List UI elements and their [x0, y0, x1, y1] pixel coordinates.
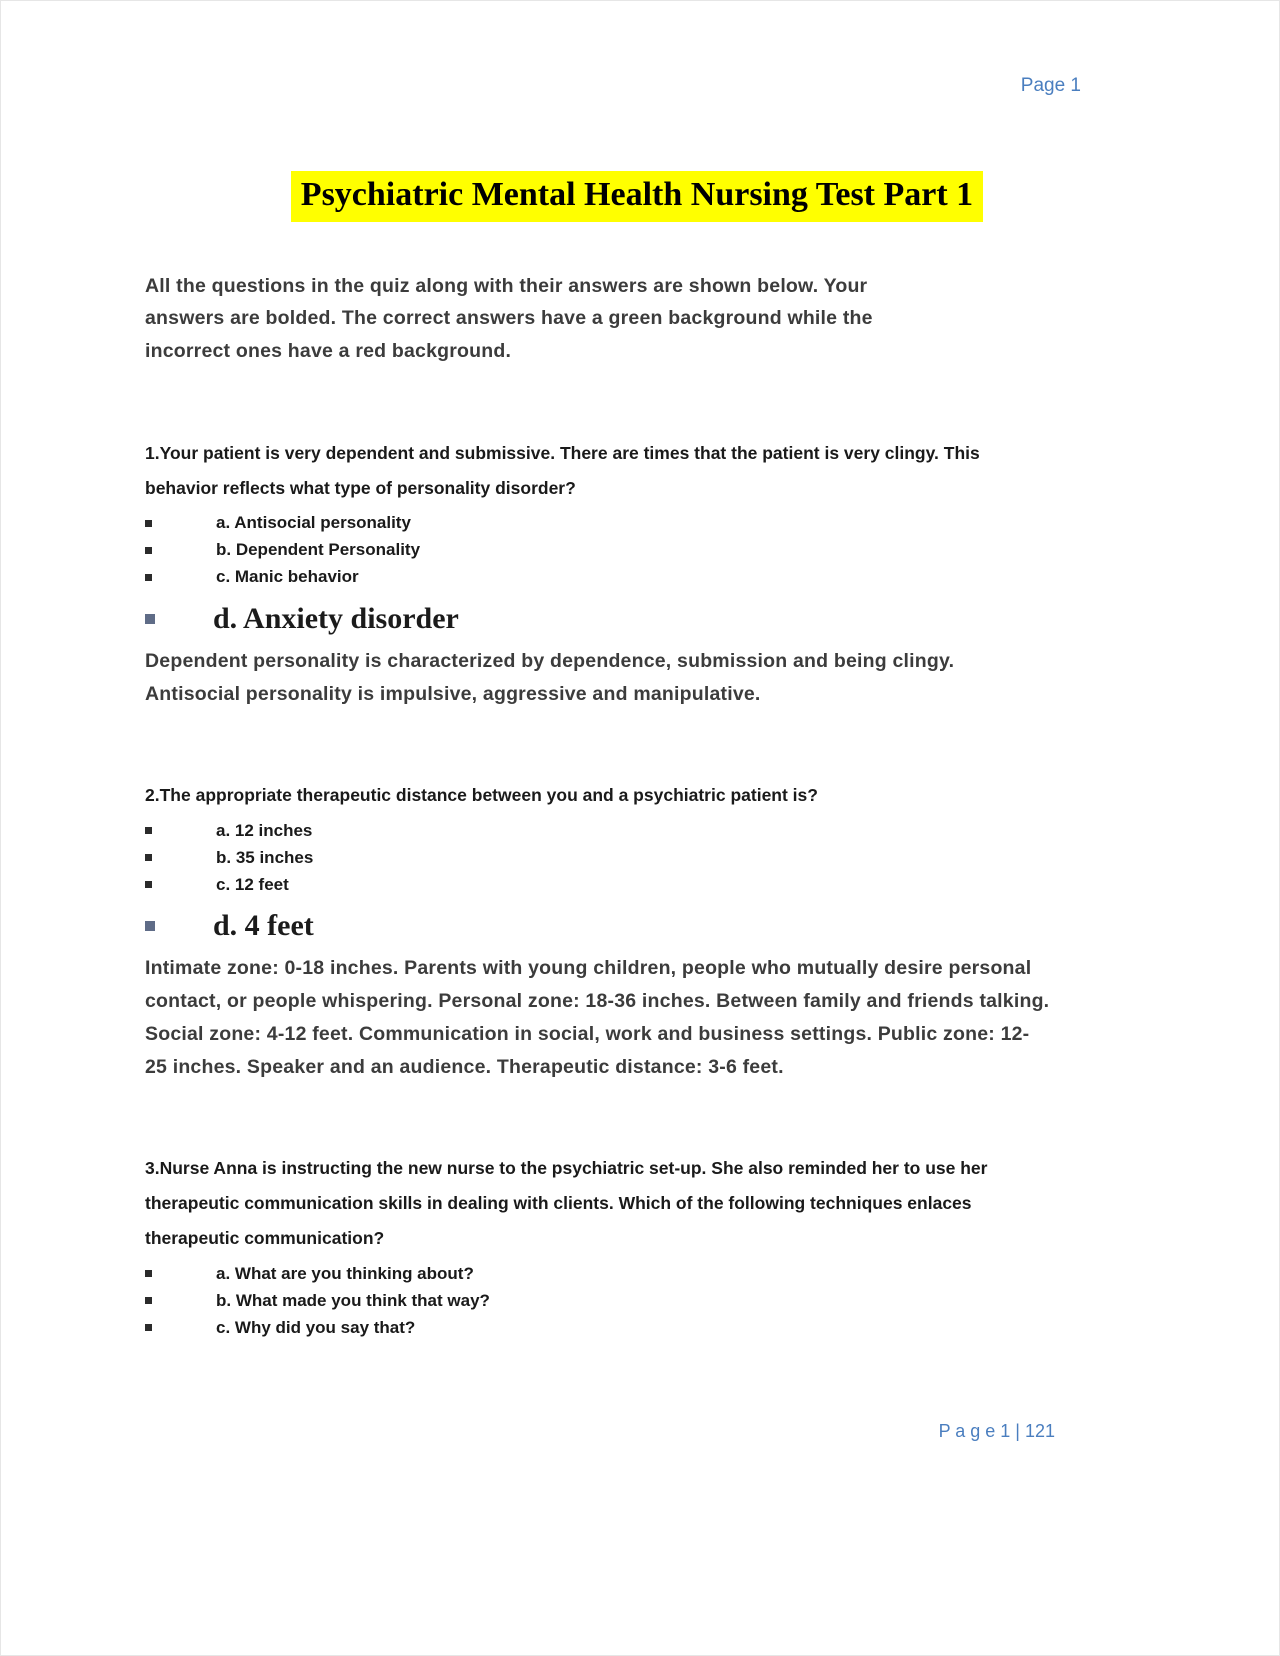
option-a-label: a. What are you thinking about?	[216, 1263, 474, 1283]
option-c	[145, 564, 1129, 591]
square-bullet-icon	[145, 854, 152, 861]
question-1-options	[145, 510, 1129, 591]
square-bullet-icon	[145, 1270, 152, 1277]
question-2-explanation: Intimate zone: 0-18 inches. Parents with young children, people who mutually desire personal contact, or people whispering. Personal zone: 18-36 inches. Between family and friends talking. Social zone: 4-12 feet. Communication in social, work and business settings. Public zone: 12-25 inches. Speaker and an audience. Therapeutic distance: 3-6 feet.	[145, 957, 1050, 1078]
question-block-2	[145, 778, 1129, 1083]
answer-option-d	[145, 908, 1129, 944]
answer-d-label: d. Anxiety disorder	[213, 601, 459, 635]
intro-paragraph: All the questions in the quiz along with their answers are shown below. Your answers are bolded. The correct answers have a green background while the incorrect ones have a red background.	[145, 274, 873, 362]
question-2-text	[145, 778, 1045, 813]
option-b-label: b. Dependent Personality	[216, 540, 421, 560]
option-b-label: b. 35 inches	[216, 847, 314, 867]
question-1-number: 1.	[145, 442, 160, 463]
option-c-label: c. Why did you say that?	[216, 1317, 416, 1337]
page-title: Psychiatric Mental Health Nursing Test Part 1	[291, 171, 983, 222]
question-block-3	[145, 1151, 1129, 1341]
square-bullet-icon	[145, 1297, 152, 1304]
question-3-text	[145, 1151, 1045, 1256]
question-2-body: The appropriate therapeutic distance between you and a psychiatric patient is?	[159, 785, 818, 806]
header-page-number: Page 1	[1020, 75, 1081, 96]
option-b-label: b. What made you think that way?	[216, 1290, 490, 1310]
question-2-number: 2.	[145, 785, 160, 806]
option-a	[145, 510, 1129, 537]
question-1-body: Your patient is very dependent and submissive. There are times that the patient is very clingy. This behavior reflects what type of personality disorder?	[145, 442, 980, 498]
document-content	[1, 1, 1279, 1341]
square-bullet-icon	[145, 881, 152, 888]
square-bullet-icon	[145, 614, 155, 624]
title-block	[145, 171, 1129, 222]
square-bullet-icon	[145, 520, 152, 527]
square-bullet-icon	[145, 827, 152, 834]
option-c-label: c. 12 feet	[216, 874, 289, 894]
option-c	[145, 1314, 1129, 1341]
question-1-explanation: Dependent personality is characterized by dependence, submission and being clingy. Antisocial personality is impulsive, aggressive and manipulative.	[145, 649, 955, 705]
option-c	[145, 871, 1129, 898]
question-2-options	[145, 817, 1129, 898]
square-bullet-icon	[145, 574, 152, 581]
question-1-text	[145, 436, 985, 506]
question-3-number: 3.	[145, 1158, 160, 1179]
option-b	[145, 844, 1129, 871]
answer-d-label: d. 4 feet	[213, 909, 314, 943]
option-a-label: a. 12 inches	[216, 820, 313, 840]
page-footer	[145, 1421, 1055, 1442]
option-a	[145, 1260, 1129, 1287]
question-3-body: Nurse Anna is instructing the new nurse to the psychiatric set-up. She also reminded her to use her therapeutic communication skills in dealing with clients. Which of the following techniques enlaces therapeutic communication?	[145, 1158, 988, 1249]
option-a	[145, 817, 1129, 844]
answer-option-d	[145, 601, 1129, 637]
square-bullet-icon	[145, 547, 152, 554]
option-c-label: c. Manic behavior	[216, 567, 359, 587]
question-block-1	[145, 436, 1129, 711]
square-bullet-icon	[145, 1324, 152, 1331]
option-b	[145, 537, 1129, 564]
square-bullet-icon	[145, 921, 155, 931]
option-a-label: a. Antisocial personality	[216, 513, 411, 533]
page-header	[145, 75, 1081, 97]
question-3-options	[145, 1260, 1129, 1341]
option-b	[145, 1287, 1129, 1314]
footer-page-number: P a g e 1 | 121	[938, 1421, 1055, 1441]
